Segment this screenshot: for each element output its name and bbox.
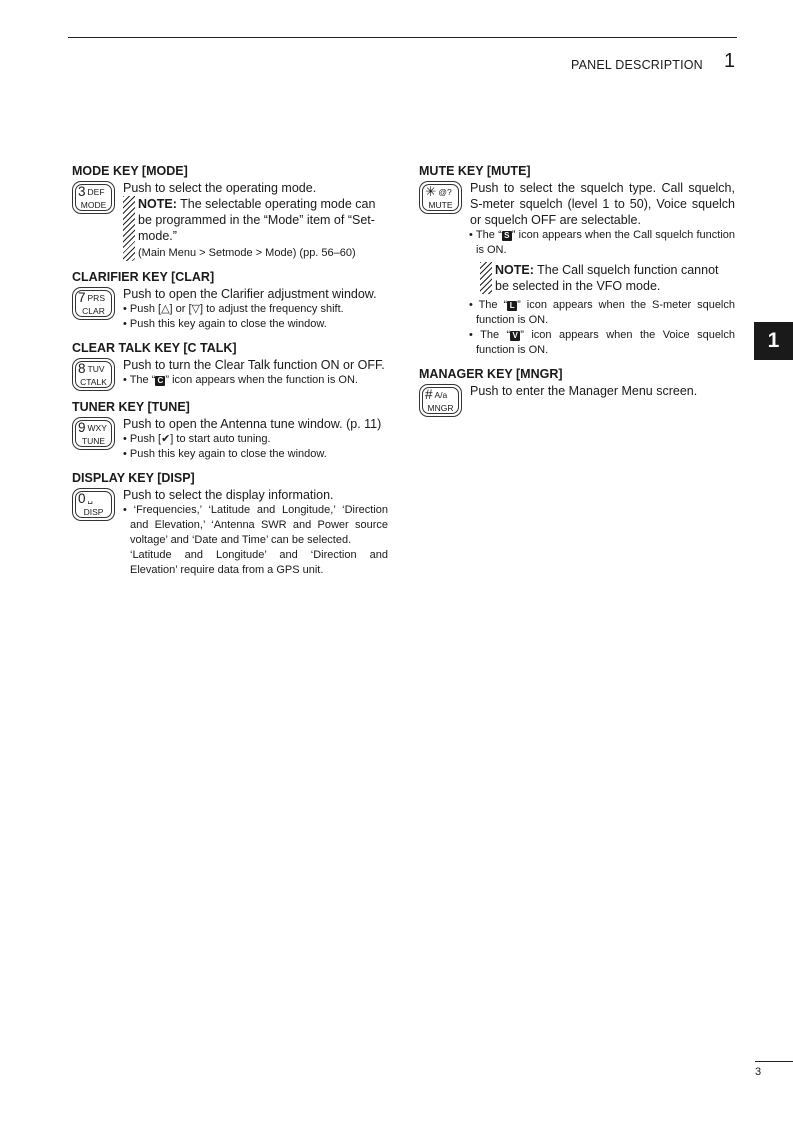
left-column [72,164,388,587]
disp-key-description: Push to select the display information. [123,488,334,502]
disp-key-section [72,471,388,578]
disp-key-title: DISPLAY KEY [DISP] [72,471,195,485]
chapter-number: 1 [724,50,736,72]
mngr-key-description: Push to enter the Manager Menu screen. [470,384,698,398]
tune-key-title: TUNER KEY [TUNE] [72,400,190,414]
mute-key-section [419,164,735,358]
ctalk-bullet: • The “ C ” icon appears when the function is ON. [123,374,358,386]
mngr-key-section [419,367,735,417]
clar-bullet: • Push [△] or [▽] to adjust the frequency shift. [123,303,344,315]
tune-key-icon: 9 WXY TUNE [72,417,115,450]
mute-key-title: MUTE KEY [MUTE] [419,164,531,178]
smeter-squelch-icon: L [507,301,517,311]
call-squelch-icon: S [502,231,512,241]
clar-key-icon: 7 PRS CLAR [72,287,115,320]
ctalk-key-description: Push to turn the Clear Talk function ON or OFF. [123,358,385,372]
tune-bullet: • Push this key again to close the window. [123,448,327,460]
disp-bullet: • ‘Frequencies,’ ‘Latitude and Longitude,’ ‘Direction and Elevation,’ ‘Antenna SWR and Power source voltage’ and ‘Date and Time’ can be selected. [123,504,388,546]
mngr-key-icon: # A/a MNGR [419,384,462,417]
mute-bullet: • The “ S ” icon appears when the Call squelch function is ON. [469,229,735,256]
mute-bullet: • The “ V ” icon appears when the Voice squelch function is ON. [469,329,735,356]
footer-rule [755,1061,793,1062]
tune-bullet: • Push [✔] to start auto tuning. [123,433,271,445]
tune-key-description: Push to open the Antenna tune window. (p. 11) [123,417,382,431]
clar-bullet: • Push this key again to close the window. [123,318,327,330]
header-rule [68,37,737,38]
note-hatch-icon [123,196,135,261]
mode-key-description: Push to select the operating mode. [123,181,317,195]
section-header-title: PANEL DESCRIPTION [571,58,703,72]
ctalk-key-title: CLEAR TALK KEY [C TALK] [72,341,237,355]
mode-key-section [72,164,388,261]
clar-key-section [72,270,388,332]
disp-key-icon: 0 ␣ DISP [72,488,115,521]
voice-squelch-icon: V [510,331,520,341]
mute-bullet: • The “ L ” icon appears when the S-meter squelch function is ON. [469,299,735,326]
disp-bullet-continued: ‘Latitude and Longitude’ and ‘Direction and Elevation’ require data from a GPS unit. [130,549,388,576]
ctalk-key-icon: 8 TUV CTALK [72,358,115,391]
note-hatch-icon [480,262,492,294]
mute-key-icon: ✳ @? MUTE [419,181,462,214]
mode-key-icon: 3 DEF MODE [72,181,115,214]
chapter-tab: 1 [754,322,793,360]
mute-note: NOTE: The Call squelch function cannot be selected in the VFO mode. [480,262,735,294]
right-column [419,164,735,426]
clar-key-title: CLARIFIER KEY [CLAR] [72,270,215,284]
tune-key-section [72,400,388,462]
ctalk-key-section [72,341,388,391]
page-number: 3 [755,1066,762,1078]
clear-talk-icon: C [155,376,165,386]
mode-note: NOTE: The selectable operating mode can be programmed in the “Mode” item of “Set-mode.” (Main Menu > Setmode > Mode) (pp. 56–60) [123,196,388,261]
mngr-key-title: MANAGER KEY [MNGR] [419,367,563,381]
clar-key-description: Push to open the Clarifier adjustment window. [123,287,377,301]
mute-key-description: Push to select the squelch type. Call squelch, S-meter squelch (level 1 to 50), Voice squelch or squelch OFF are selectable. [470,181,735,227]
mode-key-title: MODE KEY [MODE] [72,164,188,178]
